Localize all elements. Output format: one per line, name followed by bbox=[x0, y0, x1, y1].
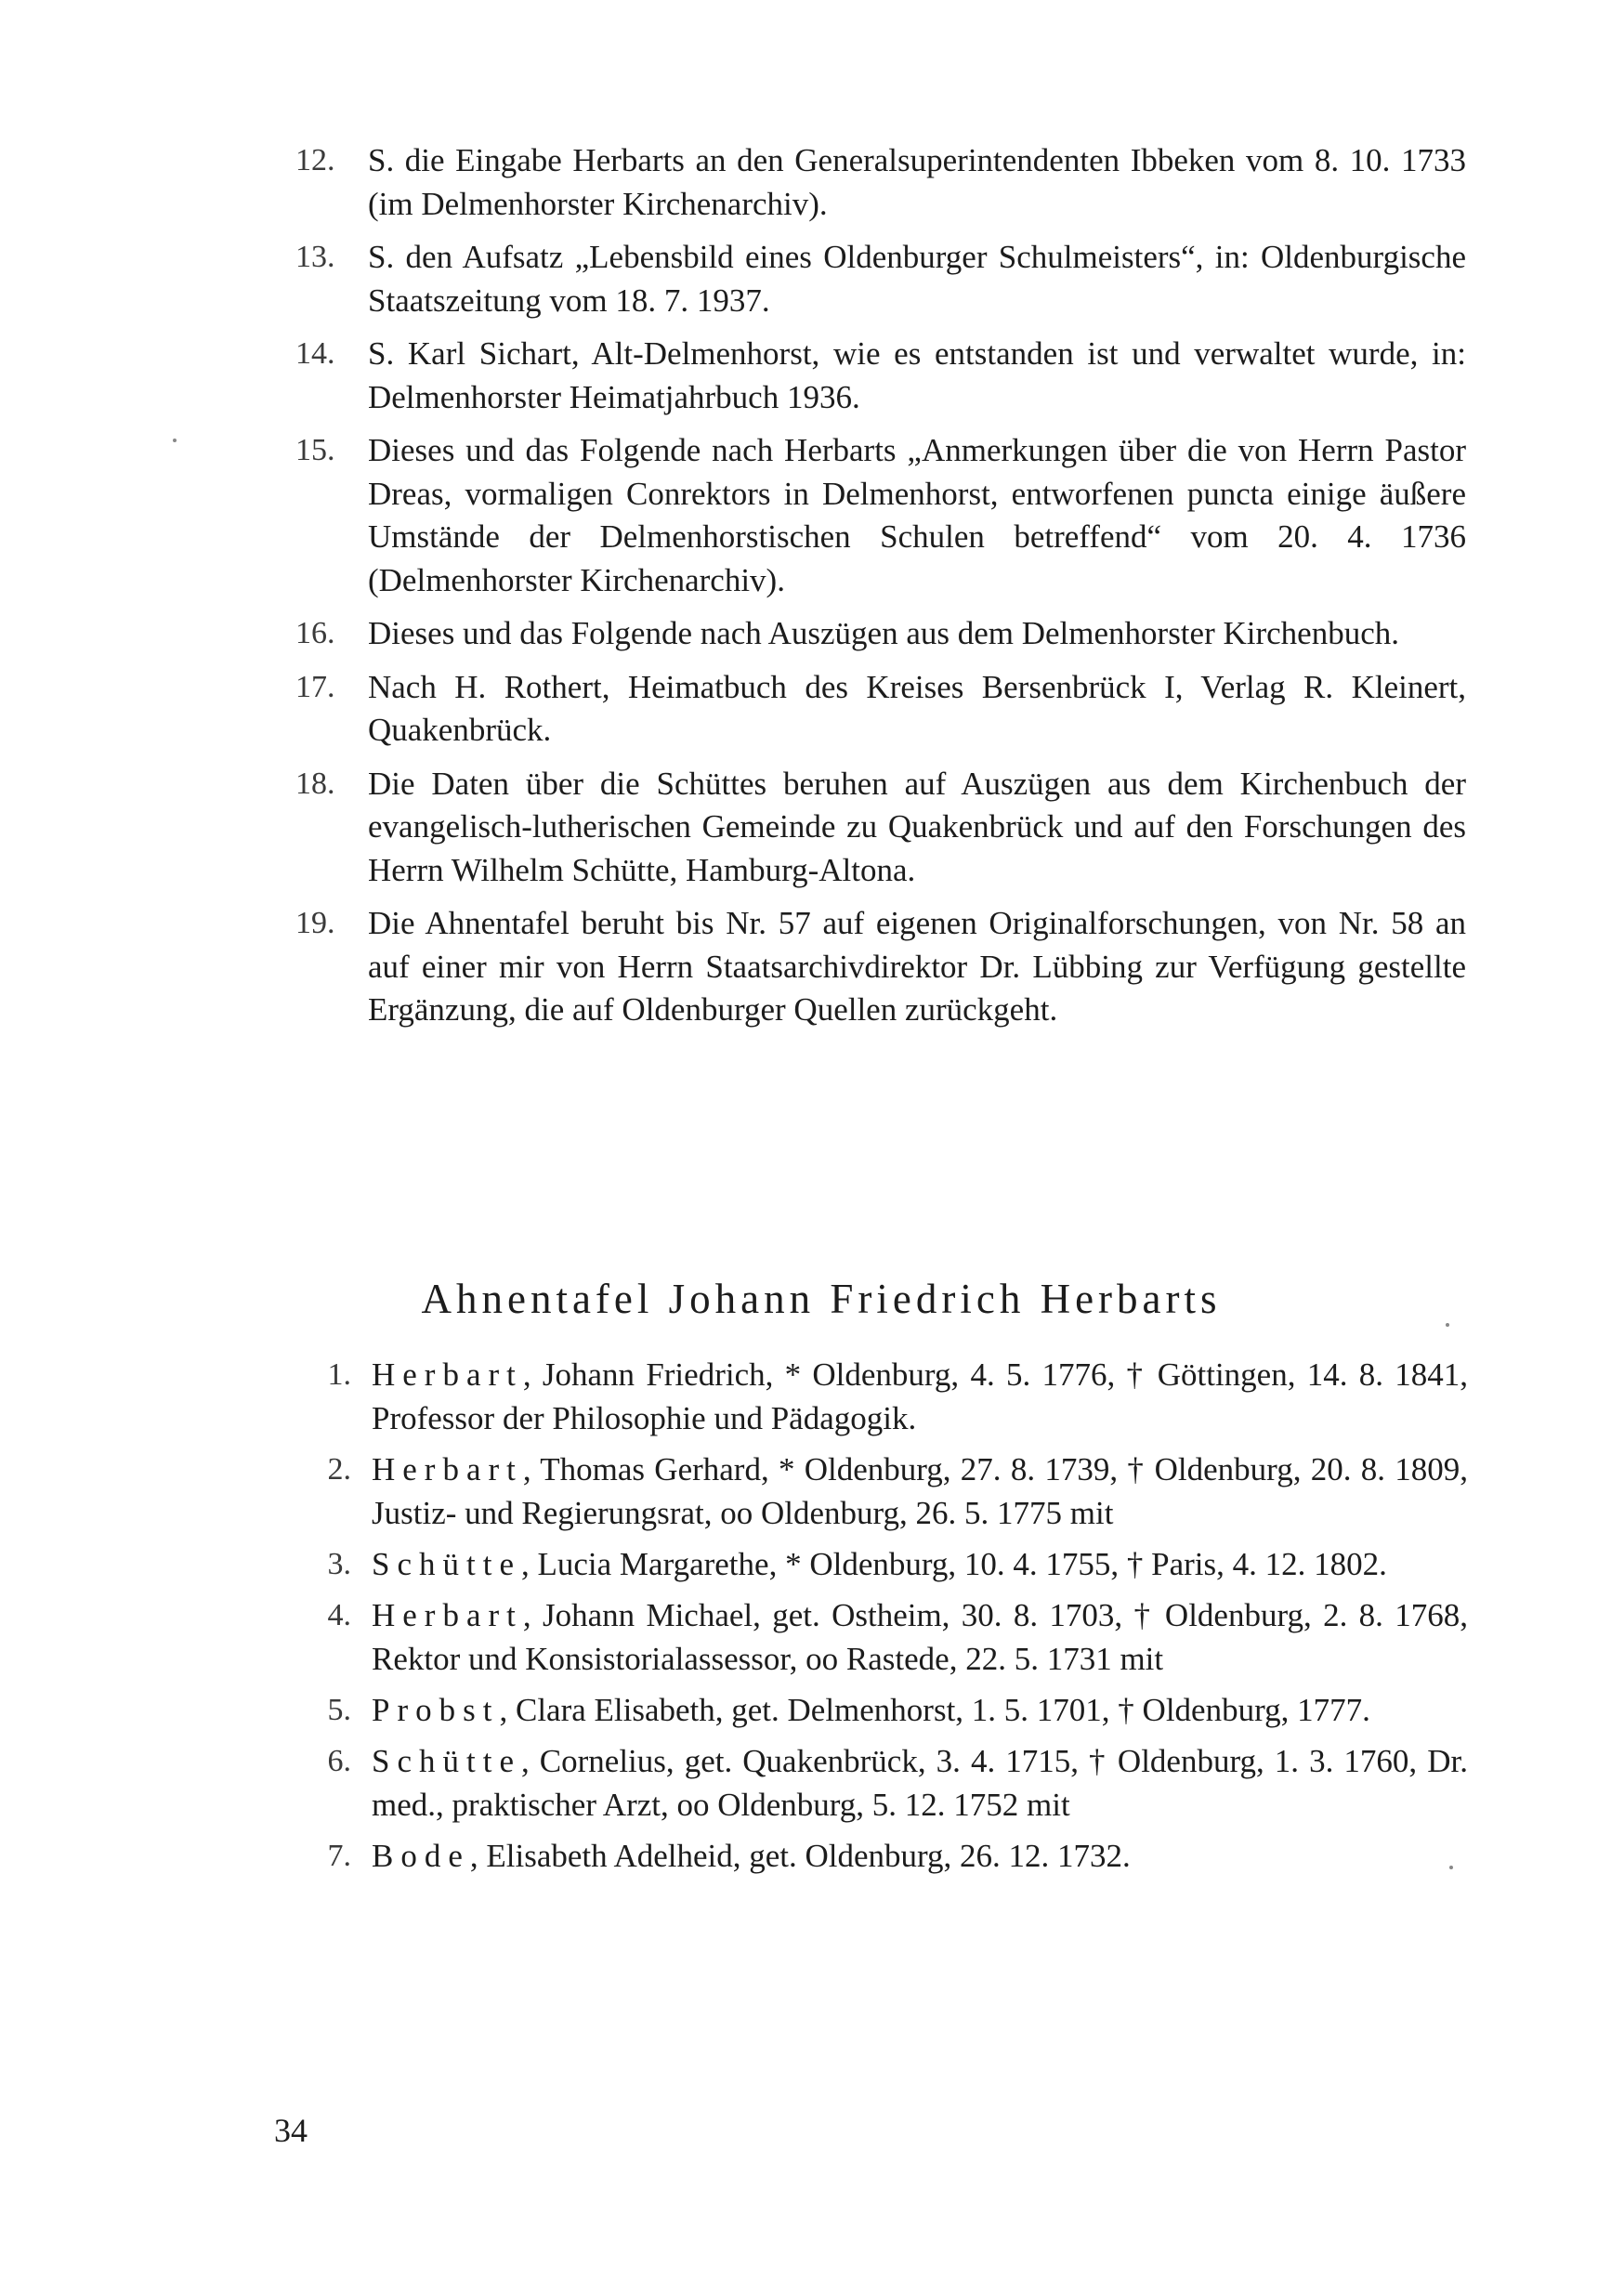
entry-details: , Clara Elisabeth, get. Delmenhorst, 1. 5. 1701, † Oldenburg, 1777. bbox=[499, 1692, 1370, 1728]
footnote bbox=[295, 612, 1466, 656]
footnote bbox=[295, 429, 1466, 602]
section-title: Ahnentafel Johann Friedrich Herbarts bbox=[421, 1276, 1222, 1322]
entry-number: 3. bbox=[327, 1547, 351, 1581]
footnote bbox=[295, 236, 1466, 322]
entry-details: , Lucia Margarethe, * Oldenburg, 10. 4. 1755, † Paris, 4. 12. 1802. bbox=[520, 1546, 1387, 1582]
entry-text bbox=[372, 1542, 1468, 1586]
footnote-text: S. Karl Sichart, Alt-Delmenhorst, wie es entstanden ist und verwaltet wurde, in: Delmenhorster Heimatjahrbuch 1936. bbox=[368, 335, 1466, 415]
footnote bbox=[295, 666, 1466, 753]
footnote bbox=[295, 902, 1466, 1032]
entry-surname: Herbart bbox=[372, 1597, 523, 1633]
entry-number: 5. bbox=[327, 1693, 351, 1727]
page-number: 34 bbox=[274, 2112, 308, 2149]
footnote-number: 13. bbox=[295, 240, 335, 274]
entry-number: 2. bbox=[327, 1452, 351, 1487]
ancestor-entry bbox=[295, 1593, 1468, 1681]
entry-number: 6. bbox=[327, 1744, 351, 1778]
entry-surname: Schütte bbox=[372, 1743, 521, 1779]
footnote-text: Dieses und das Folgende nach Herbarts „Anmerkungen über die von Herrn Pastor Dreas, vormaligen Conrektors in Delmenhorst, entworfenen puncta einige äußere Umstände der Delmenhorstischen Schulen betreffend“ vom 20. 4. 1736 (Delmenhorster Kirchenarchiv). bbox=[368, 432, 1466, 598]
entry-surname: Bode bbox=[372, 1838, 470, 1874]
ancestor-entry bbox=[295, 1739, 1468, 1827]
footnote bbox=[295, 763, 1466, 893]
scan-speck bbox=[1449, 1866, 1453, 1869]
ancestor-entry bbox=[295, 1834, 1468, 1878]
footnote-number: 14. bbox=[295, 336, 335, 371]
entry-surname: Probst bbox=[372, 1692, 500, 1728]
entry-number: 7. bbox=[327, 1839, 351, 1873]
entry-text bbox=[372, 1593, 1468, 1681]
footnotes-list bbox=[295, 139, 1466, 1042]
ancestor-entry bbox=[295, 1688, 1468, 1732]
footnote-text: Die Daten über die Schüttes beruhen auf Auszügen aus dem Kirchenbuch der evangelisch-lutherischen Gemeinde zu Quakenbrück und auf den Forschungen des Herrn Wilhelm Schütte, Hamburg-Altona. bbox=[368, 765, 1466, 888]
entry-text bbox=[372, 1834, 1468, 1878]
entry-number: 4. bbox=[327, 1598, 351, 1632]
entry-surname: Herbart bbox=[372, 1451, 523, 1487]
footnote-text: Nach H. Rothert, Heimatbuch des Kreises Bersenbrück I, Verlag R. Kleinert, Quakenbrück. bbox=[368, 668, 1466, 748]
footnote-number: 17. bbox=[295, 669, 335, 704]
entry-details: , Thomas Gerhard, * Oldenburg, 27. 8. 1739, † Oldenburg, 20. 8. 1809, Justiz- und Regierungsrat, oo Oldenburg, 26. 5. 1775 mit bbox=[372, 1451, 1468, 1531]
entry-text bbox=[372, 1688, 1468, 1732]
entry-details: , Johann Friedrich, * Oldenburg, 4. 5. 1776, † Göttingen, 14. 8. 1841, Professor der Philosophie und Pädagogik. bbox=[372, 1356, 1468, 1436]
footnote-number: 18. bbox=[295, 766, 335, 801]
scan-speck bbox=[173, 439, 177, 442]
entry-details: , Cornelius, get. Quakenbrück, 3. 4. 1715, † Oldenburg, 1. 3. 1760, Dr. med., praktischer Arzt, oo Oldenburg, 5. 12. 1752 mit bbox=[372, 1743, 1468, 1823]
entry-surname: Schütte bbox=[372, 1546, 521, 1582]
entry-number: 1. bbox=[327, 1357, 351, 1392]
footnote-number: 16. bbox=[295, 616, 335, 650]
footnote-number: 19. bbox=[295, 906, 335, 940]
entry-text bbox=[372, 1739, 1468, 1827]
ancestor-entry bbox=[295, 1542, 1468, 1586]
entry-details: , Elisabeth Adelheid, get. Oldenburg, 26. 12. 1732. bbox=[469, 1838, 1131, 1874]
footnote-number: 15. bbox=[295, 433, 335, 467]
footnote bbox=[295, 333, 1466, 419]
footnote-text: S. die Eingabe Herbarts an den Generalsuperintendenten Ibbeken vom 8. 10. 1733 (im Delmenhorster Kirchenarchiv). bbox=[368, 142, 1466, 222]
footnote-text: Dieses und das Folgende nach Auszügen aus dem Delmenhorster Kirchenbuch. bbox=[368, 615, 1399, 651]
footnote-number: 12. bbox=[295, 143, 335, 177]
ancestor-entry bbox=[295, 1353, 1468, 1440]
footnote-text: Die Ahnentafel beruht bis Nr. 57 auf eigenen Originalforschungen, von Nr. 58 an auf einer mir von Herrn Staatsarchivdirektor Dr. Lübbing zur Verfügung gestellte Ergänzung, die auf Oldenburger Quellen zurückgeht. bbox=[368, 905, 1466, 1028]
ancestry-table-list bbox=[295, 1353, 1468, 1885]
entry-text bbox=[372, 1353, 1468, 1440]
footnote-text: S. den Aufsatz „Lebensbild eines Oldenburger Schulmeisters“, in: Oldenburgische Staatszeitung vom 18. 7. 1937. bbox=[368, 239, 1466, 319]
entry-details: , Johann Michael, get. Ostheim, 30. 8. 1703, † Oldenburg, 2. 8. 1768, Rektor und Konsistorialassessor, oo Rastede, 22. 5. 1731 mit bbox=[372, 1597, 1468, 1677]
ancestor-entry bbox=[295, 1448, 1468, 1535]
scan-speck bbox=[1446, 1323, 1449, 1327]
entry-surname: Herbart bbox=[372, 1356, 523, 1393]
footnote bbox=[295, 139, 1466, 226]
entry-text bbox=[372, 1448, 1468, 1535]
